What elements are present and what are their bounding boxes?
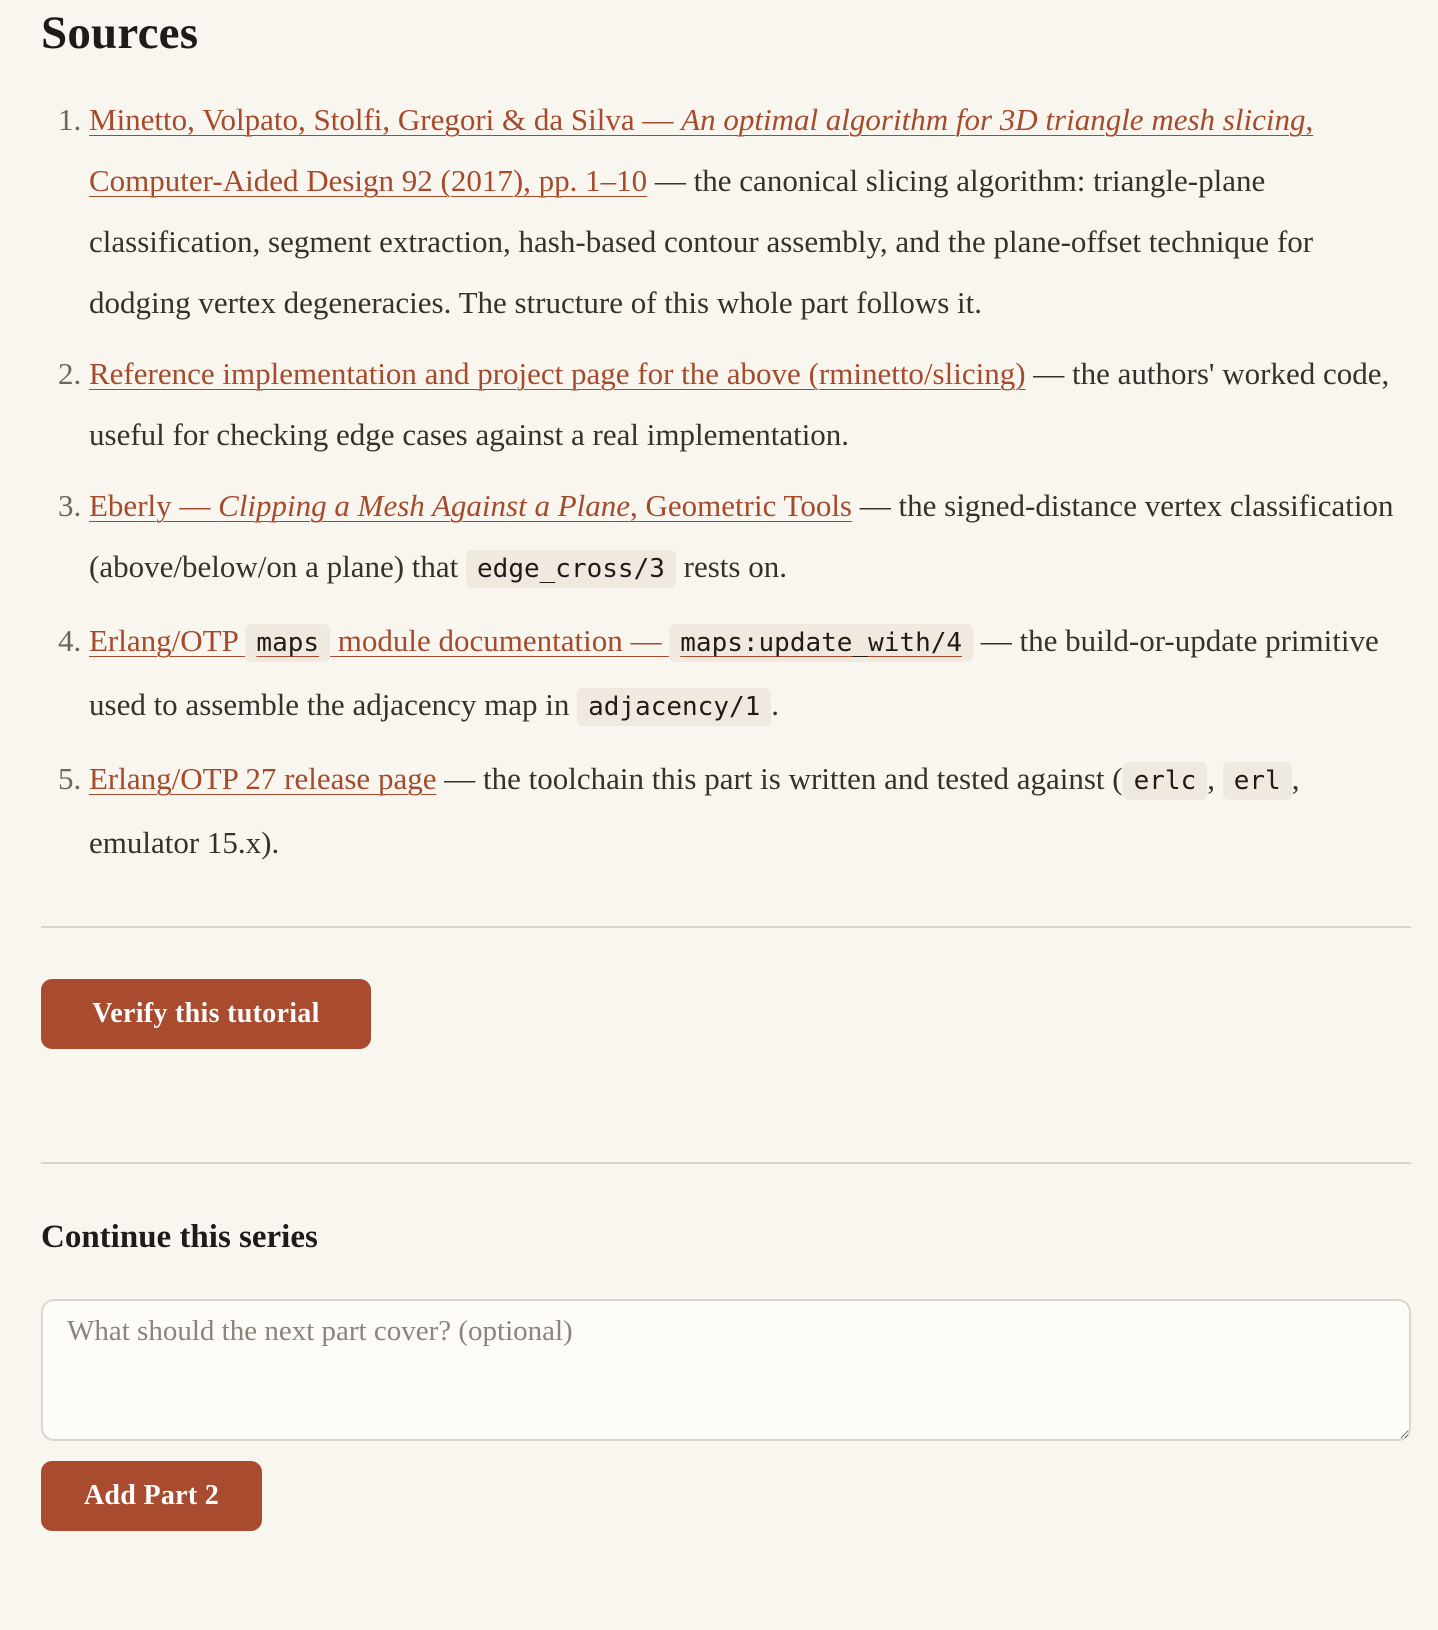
source-description: — the toolchain this part is written and tested against ( (436, 761, 1123, 796)
source-description-sep: , (1207, 761, 1223, 796)
source-link-rest: , Geometric Tools (630, 488, 852, 523)
page-content (41, 0, 1411, 1531)
section-divider (41, 1162, 1411, 1164)
source-description-end: , emulator 15.x). (89, 761, 1300, 860)
source-link-authors: Minetto, Volpato, Stolfi, Gregori & da Silva — (89, 102, 682, 137)
source-link-part: module documentation — (330, 623, 670, 658)
source-description: — the canonical slicing algorithm: triangle-plane classification, segment extraction, hash-based contour assembly, and the plane-offset technique for dodging vertex degeneracies. The structure of this whole part follows it. (89, 163, 1314, 320)
source-description-end: rests on. (675, 549, 787, 584)
inline-code: erlc (1123, 762, 1208, 800)
source-link-title: Clipping a Mesh Against a Plane (218, 488, 631, 523)
inline-code: edge_cross/3 (466, 550, 676, 588)
source-link-3[interactable] (89, 488, 852, 523)
source-item-1 (89, 89, 1411, 333)
source-description: — the signed-distance vertex classification (above/below/on a plane) that (89, 488, 1394, 584)
source-item-5 (89, 748, 1411, 873)
inline-code: maps (245, 624, 330, 662)
section-divider (41, 926, 1411, 928)
continue-series-heading: Continue this series (41, 1219, 318, 1255)
source-description-end: . (771, 687, 780, 722)
source-item-2 (89, 343, 1411, 465)
source-description: — the build-or-update primitive used to assemble the adjacency map in (89, 623, 1379, 722)
source-item-3 (89, 475, 1411, 600)
source-item-4 (89, 610, 1411, 738)
sources-list (41, 89, 1411, 873)
source-link-rest: , Computer-Aided Design 92 (2017), pp. 1–10 (89, 102, 1314, 198)
source-link-title: An optimal algorithm for 3D triangle mesh slicing (681, 102, 1306, 137)
source-link-4[interactable] (89, 623, 973, 658)
verify-tutorial-button[interactable]: Verify this tutorial (41, 979, 371, 1049)
inline-code: maps:update_with/4 (669, 624, 973, 662)
add-part-button[interactable]: Add Part 2 (41, 1461, 262, 1531)
source-link-2[interactable]: Reference implementation and project page for the above (rminetto/slicing) (89, 356, 1026, 391)
source-description: — the authors' worked code, useful for checking edge cases against a real implementation. (89, 356, 1390, 452)
inline-code: adjacency/1 (577, 688, 771, 726)
source-link-part: Erlang/OTP (89, 623, 246, 658)
next-part-textarea[interactable] (41, 1299, 1411, 1441)
sources-heading: Sources (41, 7, 199, 59)
source-link-authors: Eberly — (89, 488, 219, 523)
inline-code: erl (1223, 762, 1292, 800)
source-link-5[interactable]: Erlang/OTP 27 release page (89, 761, 437, 796)
